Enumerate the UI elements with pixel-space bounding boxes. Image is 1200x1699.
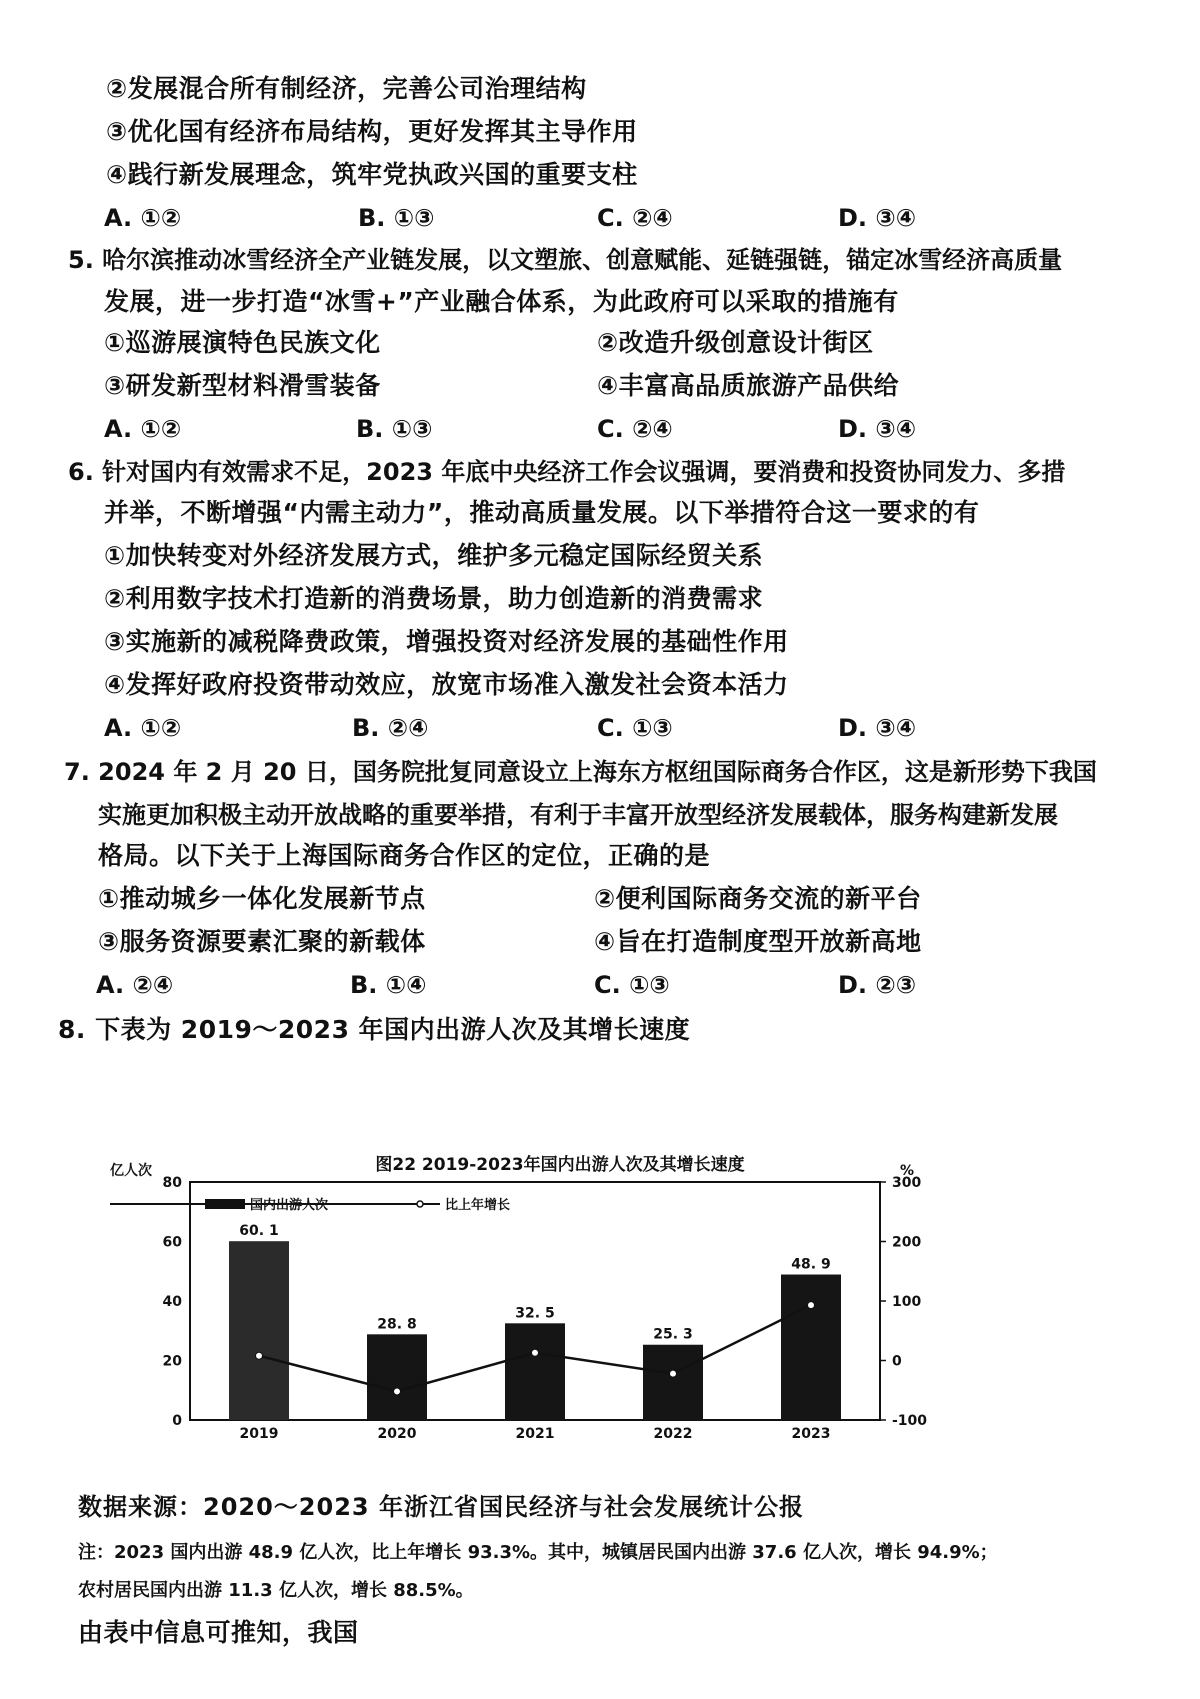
q6-option-1: ①加快转变对外经济发展方式，维护多元稳定国际经贸关系 <box>104 541 764 570</box>
q4-option-4: ④践行新发展理念，筑牢党执政兴国的重要支柱 <box>106 160 638 189</box>
legend-line-marker <box>417 1201 423 1207</box>
chart-left-axis-label: 亿人次 <box>110 1163 152 1179</box>
y-right-tick-300: 300 <box>892 1175 922 1191</box>
q4-choice-a: A. ①② <box>104 204 182 232</box>
y-left-tick-40: 40 <box>162 1294 182 1310</box>
q5-option-3: ③研发新型材料滑雪装备 <box>104 371 381 400</box>
q7-option-4: ④旨在打造制度型开放新高地 <box>594 927 922 956</box>
q5-choice-d: D. ③④ <box>838 415 917 443</box>
q6-option-3: ③实施新的减税降费政策，增强投资对经济发展的基础性作用 <box>104 627 789 656</box>
y-left-tick-80: 80 <box>162 1175 182 1191</box>
q6-stem-line2: 并举，不断增强“内需主动力”，推动高质量发展。以下举措符合这一要求的有 <box>104 498 980 527</box>
q4-option-2: ②发展混合所有制经济，完善公司治理结构 <box>106 74 587 103</box>
q5-option-4: ④丰富高品质旅游产品供给 <box>597 371 900 400</box>
y-left-tick-60: 60 <box>162 1234 182 1251</box>
bar-label-2022: 25. 3 <box>653 1326 693 1343</box>
q7-choice-b: B. ①④ <box>350 971 427 999</box>
bar-2021 <box>505 1323 565 1420</box>
bar-2019 <box>229 1241 289 1420</box>
x-tick-2022: 2022 <box>653 1426 693 1442</box>
q6-choice-a: A. ①② <box>104 714 182 742</box>
y-left-tick-20: 20 <box>162 1353 182 1370</box>
q4-choice-d: D. ③④ <box>838 204 917 232</box>
q5-choice-b: B. ①③ <box>356 415 433 443</box>
y-right-tick-100: 100 <box>892 1294 922 1310</box>
growth-point-2023 <box>808 1302 815 1309</box>
growth-point-2020 <box>394 1388 401 1395</box>
q7-stem-line1: 7. 2024 年 2 月 20 日，国务院批复同意设立上海东方枢纽国际商务合作区，这是新形势下我国 <box>64 758 1097 786</box>
q4-choice-c: C. ②④ <box>597 204 673 232</box>
growth-point-2022 <box>670 1370 677 1377</box>
q4-choice-b: B. ①③ <box>358 204 435 232</box>
q7-option-1: ①推动城乡一体化发展新节点 <box>98 884 426 913</box>
q5-choice-a: A. ①② <box>104 415 182 443</box>
q6-stem-line1: 6. 针对国内有效需求不足，2023 年底中央经济工作会议强调，要消费和投资协同发力、多措 <box>68 458 1066 486</box>
q6-option-4: ④发挥好政府投资带动效应，放宽市场准入激发社会资本活力 <box>104 670 789 699</box>
q7-stem-line3: 格局。以下关于上海国际商务合作区的定位，正确的是 <box>98 841 711 870</box>
data-source: 数据来源：2020～2023 年浙江省国民经济与社会发展统计公报 <box>78 1493 804 1521</box>
bar-label-2020: 28. 8 <box>377 1316 417 1333</box>
bar-label-2019: 60. 1 <box>239 1223 279 1240</box>
x-tick-2021: 2021 <box>515 1426 555 1442</box>
y-right-tick-0: 0 <box>892 1353 902 1370</box>
note-line2: 农村居民国内出游 11.3 亿人次，增长 88.5%。 <box>78 1580 474 1601</box>
bar-2023 <box>781 1275 841 1420</box>
q5-stem-line1: 5. 哈尔滨推动冰雪经济全产业链发展，以文塑旅、创意赋能、延链强链，锚定冰雪经济高质量 <box>68 246 1063 274</box>
q4-option-3: ③优化国有经济布局结构，更好发挥其主导作用 <box>106 117 638 146</box>
q5-choice-c: C. ②④ <box>597 415 673 443</box>
note-line1: 注：2023 国内出游 48.9 亿人次，比上年增长 93.3%。其中，城镇居民国内出游 37.6 亿人次，增长 94.9%； <box>78 1542 998 1563</box>
y-left-tick-0: 0 <box>172 1413 182 1429</box>
q5-option-1: ①巡游展演特色民族文化 <box>104 328 381 357</box>
bar-2022 <box>643 1345 703 1420</box>
growth-point-2019 <box>256 1352 263 1359</box>
chart-title: 图22 2019-2023年国内出游人次及其增长速度 <box>375 1155 745 1175</box>
x-tick-2020: 2020 <box>377 1426 417 1442</box>
legend-bar-label: 国内出游人次 <box>250 1198 329 1213</box>
q7-stem-line2: 实施更加积极主动开放战略的重要举措，有利于丰富开放型经济发展载体，服务构建新发展 <box>98 801 1058 829</box>
legend-line-label: 比上年增长 <box>445 1198 511 1213</box>
q7-option-2: ②便利国际商务交流的新平台 <box>594 884 922 913</box>
x-tick-2019: 2019 <box>239 1426 279 1442</box>
q6-choice-c: C. ①③ <box>597 714 673 742</box>
q8-prompt: 由表中信息可推知，我国 <box>78 1618 359 1647</box>
bar-label-2021: 32. 5 <box>515 1305 555 1322</box>
q7-option-3: ③服务资源要素汇聚的新载体 <box>98 927 426 956</box>
tourism-chart <box>110 1150 1010 1470</box>
q7-choice-a: A. ②④ <box>96 971 174 999</box>
x-tick-2023: 2023 <box>791 1426 831 1442</box>
y-right-tick--100: -100 <box>892 1413 928 1429</box>
q5-stem-line2: 发展，进一步打造“冰雪+”产业融合体系，为此政府可以采取的措施有 <box>104 287 899 316</box>
q8-stem: 8. 下表为 2019～2023 年国内出游人次及其增长速度 <box>58 1015 691 1044</box>
q7-choice-d: D. ②③ <box>838 971 917 999</box>
q6-option-2: ②利用数字技术打造新的消费场景，助力创造新的消费需求 <box>104 584 764 613</box>
q6-choice-b: B. ②④ <box>352 714 429 742</box>
q5-option-2: ②改造升级创意设计街区 <box>597 328 874 357</box>
bar-2020 <box>367 1334 427 1420</box>
q7-choice-c: C. ①③ <box>594 971 670 999</box>
q6-choice-d: D. ③④ <box>838 714 917 742</box>
bar-label-2023: 48. 9 <box>791 1256 831 1273</box>
chart-right-axis-label: % <box>900 1163 915 1179</box>
y-right-tick-200: 200 <box>892 1234 922 1251</box>
growth-point-2021 <box>532 1349 539 1356</box>
